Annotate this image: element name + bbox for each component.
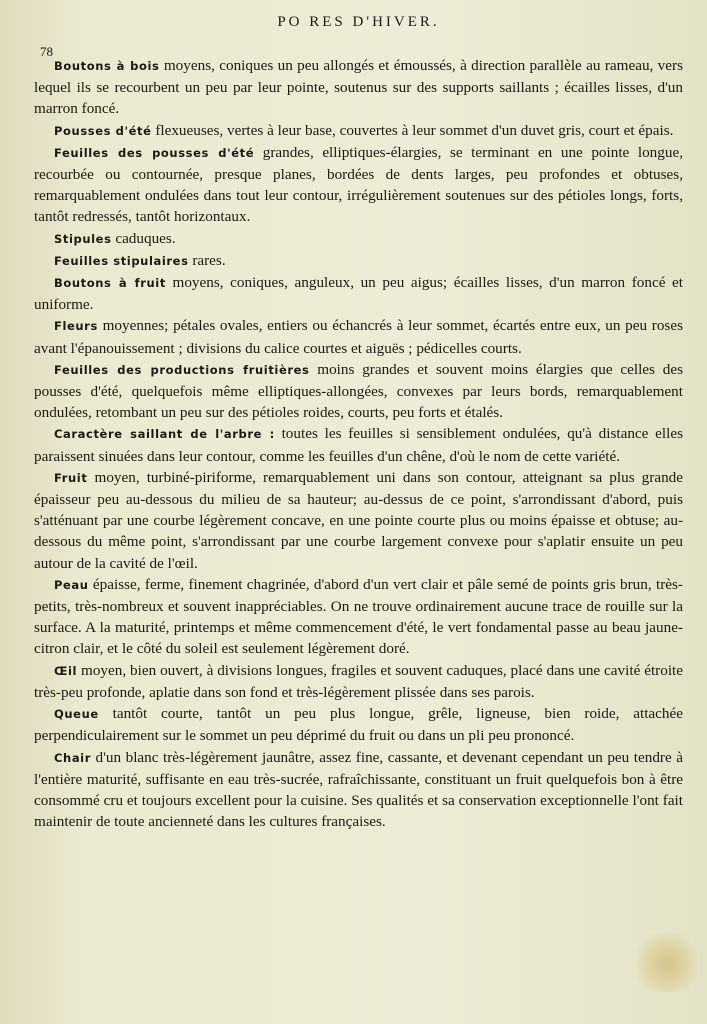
paragraph-text: moyennes; pétales ovales, entiers ou échancrés à leur sommet, écartés entre eux, un peu roses avant l'épanouissement ; divisions du calice courtes et aiguës ; pédicelles courts.	[34, 317, 683, 357]
paragraph-chair	[34, 747, 683, 833]
paragraph-text: d'un blanc très-légèrement jaunâtre, assez fine, cassante, et devenant cependant un peu tendre à l'entière maturité, suffisante en eau très-sucrée, rafraîchissante, constituant un fruit quelquefois bon à être consommé cru et toujours excellent pour la cuisine. Ses qualités et sa conservation exceptionnelle l'ont fait maintenir de toute ancienneté dans les cultures françaises.	[34, 748, 683, 831]
paragraph-lead: Feuilles des pousses d'été	[54, 145, 255, 160]
paragraph-text: caduques.	[111, 229, 176, 247]
paragraph-text: moyen, turbiné-piriforme, remarquablement uni dans son contour, atteignant sa plus grande épaisseur peu au-dessous du milieu de sa hauteur; au-dessus de ce point, s'arrondissant d'abord, puis s'atténuant par une courbe légèrement concave, en une pointe courte plus ou moins épaisse et obtuse; au-dessous du même point, s'arrondissant par une courbe largement convexe pour s'aplatir ensuite un peu autour de la cavité de l'œil.	[34, 468, 683, 572]
paragraph-lead: Boutons à fruit	[54, 276, 166, 291]
paragraph-text: épaisse, ferme, finement chagrinée, d'abord d'un vert clair et pâle semé de points gris brun, très-petits, très-nombreux et souvent inappréciables. On ne trouve ordinairement aucune trace de rouille sur la surface. A la maturité, printemps et même commencement d'été, le vert fondamental passe au beau jaune-citron clair, et le côté du soleil est seulement légèrement doré.	[34, 575, 683, 658]
paragraph-peau	[34, 574, 683, 660]
paragraph-text: grandes, elliptiques-élargies, se terminant en une pointe longue, recourbée ou contournée, presque planes, bordées de dents larges, peu profondes et obtuses, remarquablement ondulées dans tout leur contour, irrégulièrement soutenues sur des pétioles longs, forts, tantôt redressés, tantôt horizontaux.	[34, 143, 684, 226]
paragraph-lead: Chair	[54, 750, 92, 765]
paragraph-pousses-d-ete	[34, 120, 683, 142]
paragraph-feuilles-des-productions	[34, 359, 683, 424]
paragraph-text: moyens, coniques, anguleux, un peu aigus; écailles lisses, d'un marron foncé et uniforme.	[34, 274, 683, 314]
paragraph-fruit	[34, 467, 683, 574]
page-number: 78	[40, 44, 53, 59]
paragraph-lead: Stipules	[54, 231, 112, 246]
paragraph-boutons-a-fruit	[34, 272, 683, 315]
paragraph-lead: Peau	[54, 577, 89, 592]
paragraph-boutons-a-bois	[34, 55, 683, 120]
paragraph-lead: Feuilles des productions fruitières	[54, 362, 310, 377]
photo-glare-spot	[637, 930, 697, 992]
paragraph-text: toutes les feuilles si sensiblement ondulées, qu'à distance elles paraissent sinuées dans leur contour, comme les feuilles d'un chêne, d'où le nom de cette variété.	[34, 425, 683, 465]
paragraph-caractere-saillant	[34, 423, 683, 466]
paragraph-text: moyen, bien ouvert, à divisions longues, fragiles et souvent caduques, placé dans une cavité étroite très-peu profonde, aplatie dans son fond et très-légèrement plissée dans ses parois.	[34, 661, 683, 701]
paragraph-stipules	[34, 228, 683, 250]
paragraph-lead: Caractère saillant de l'arbre :	[54, 427, 275, 442]
paragraph-text: tantôt courte, tantôt un peu plus longue, grêle, ligneuse, bien roide, attachée perpendiculairement sur le sommet un peu déprimé du fruit ou dans un pli peu prononcé.	[34, 705, 683, 745]
running-head: PO RES D'HIVER.	[277, 14, 440, 30]
paragraph-lead: Fleurs	[54, 319, 98, 334]
paragraph-lead: Œil	[54, 663, 78, 678]
paragraph-fleurs	[34, 315, 683, 358]
paragraph-text: flexueuses, vertes à leur base, couvertes à leur sommet d'un duvet gris, court et épais.	[151, 121, 674, 139]
paragraph-queue	[34, 703, 683, 746]
paragraph-lead: Queue	[54, 707, 99, 722]
paragraph-text: rares.	[188, 251, 226, 269]
paragraph-text: moins grandes et souvent moins élargies que celles des pousses d'été, quelquefois même elliptiques-allongées, convexes par leurs bords, remarquablement ondulées, retombant un peu sur des pétioles roides, courts, peu forts et étalés.	[34, 360, 683, 422]
paragraph-feuilles-des-pousses	[34, 142, 683, 228]
paragraph-feuilles-stipulaires	[34, 250, 683, 272]
paragraph-lead: Feuilles stipulaires	[54, 253, 189, 268]
paragraph-lead: Boutons à bois	[54, 59, 160, 73]
paragraph-lead: Fruit	[54, 470, 88, 485]
paragraph-text: moyens, coniques un peu allongés et émoussés, à direction parallèle au rameau, vers lequel ils se recourbent un peu par leur pointe, soutenus sur des supports saillants ; écailles lisses, d'un marron foncé.	[34, 57, 683, 118]
paragraph-lead: Pousses d'été	[54, 123, 152, 138]
paragraph-oeil	[34, 660, 683, 703]
